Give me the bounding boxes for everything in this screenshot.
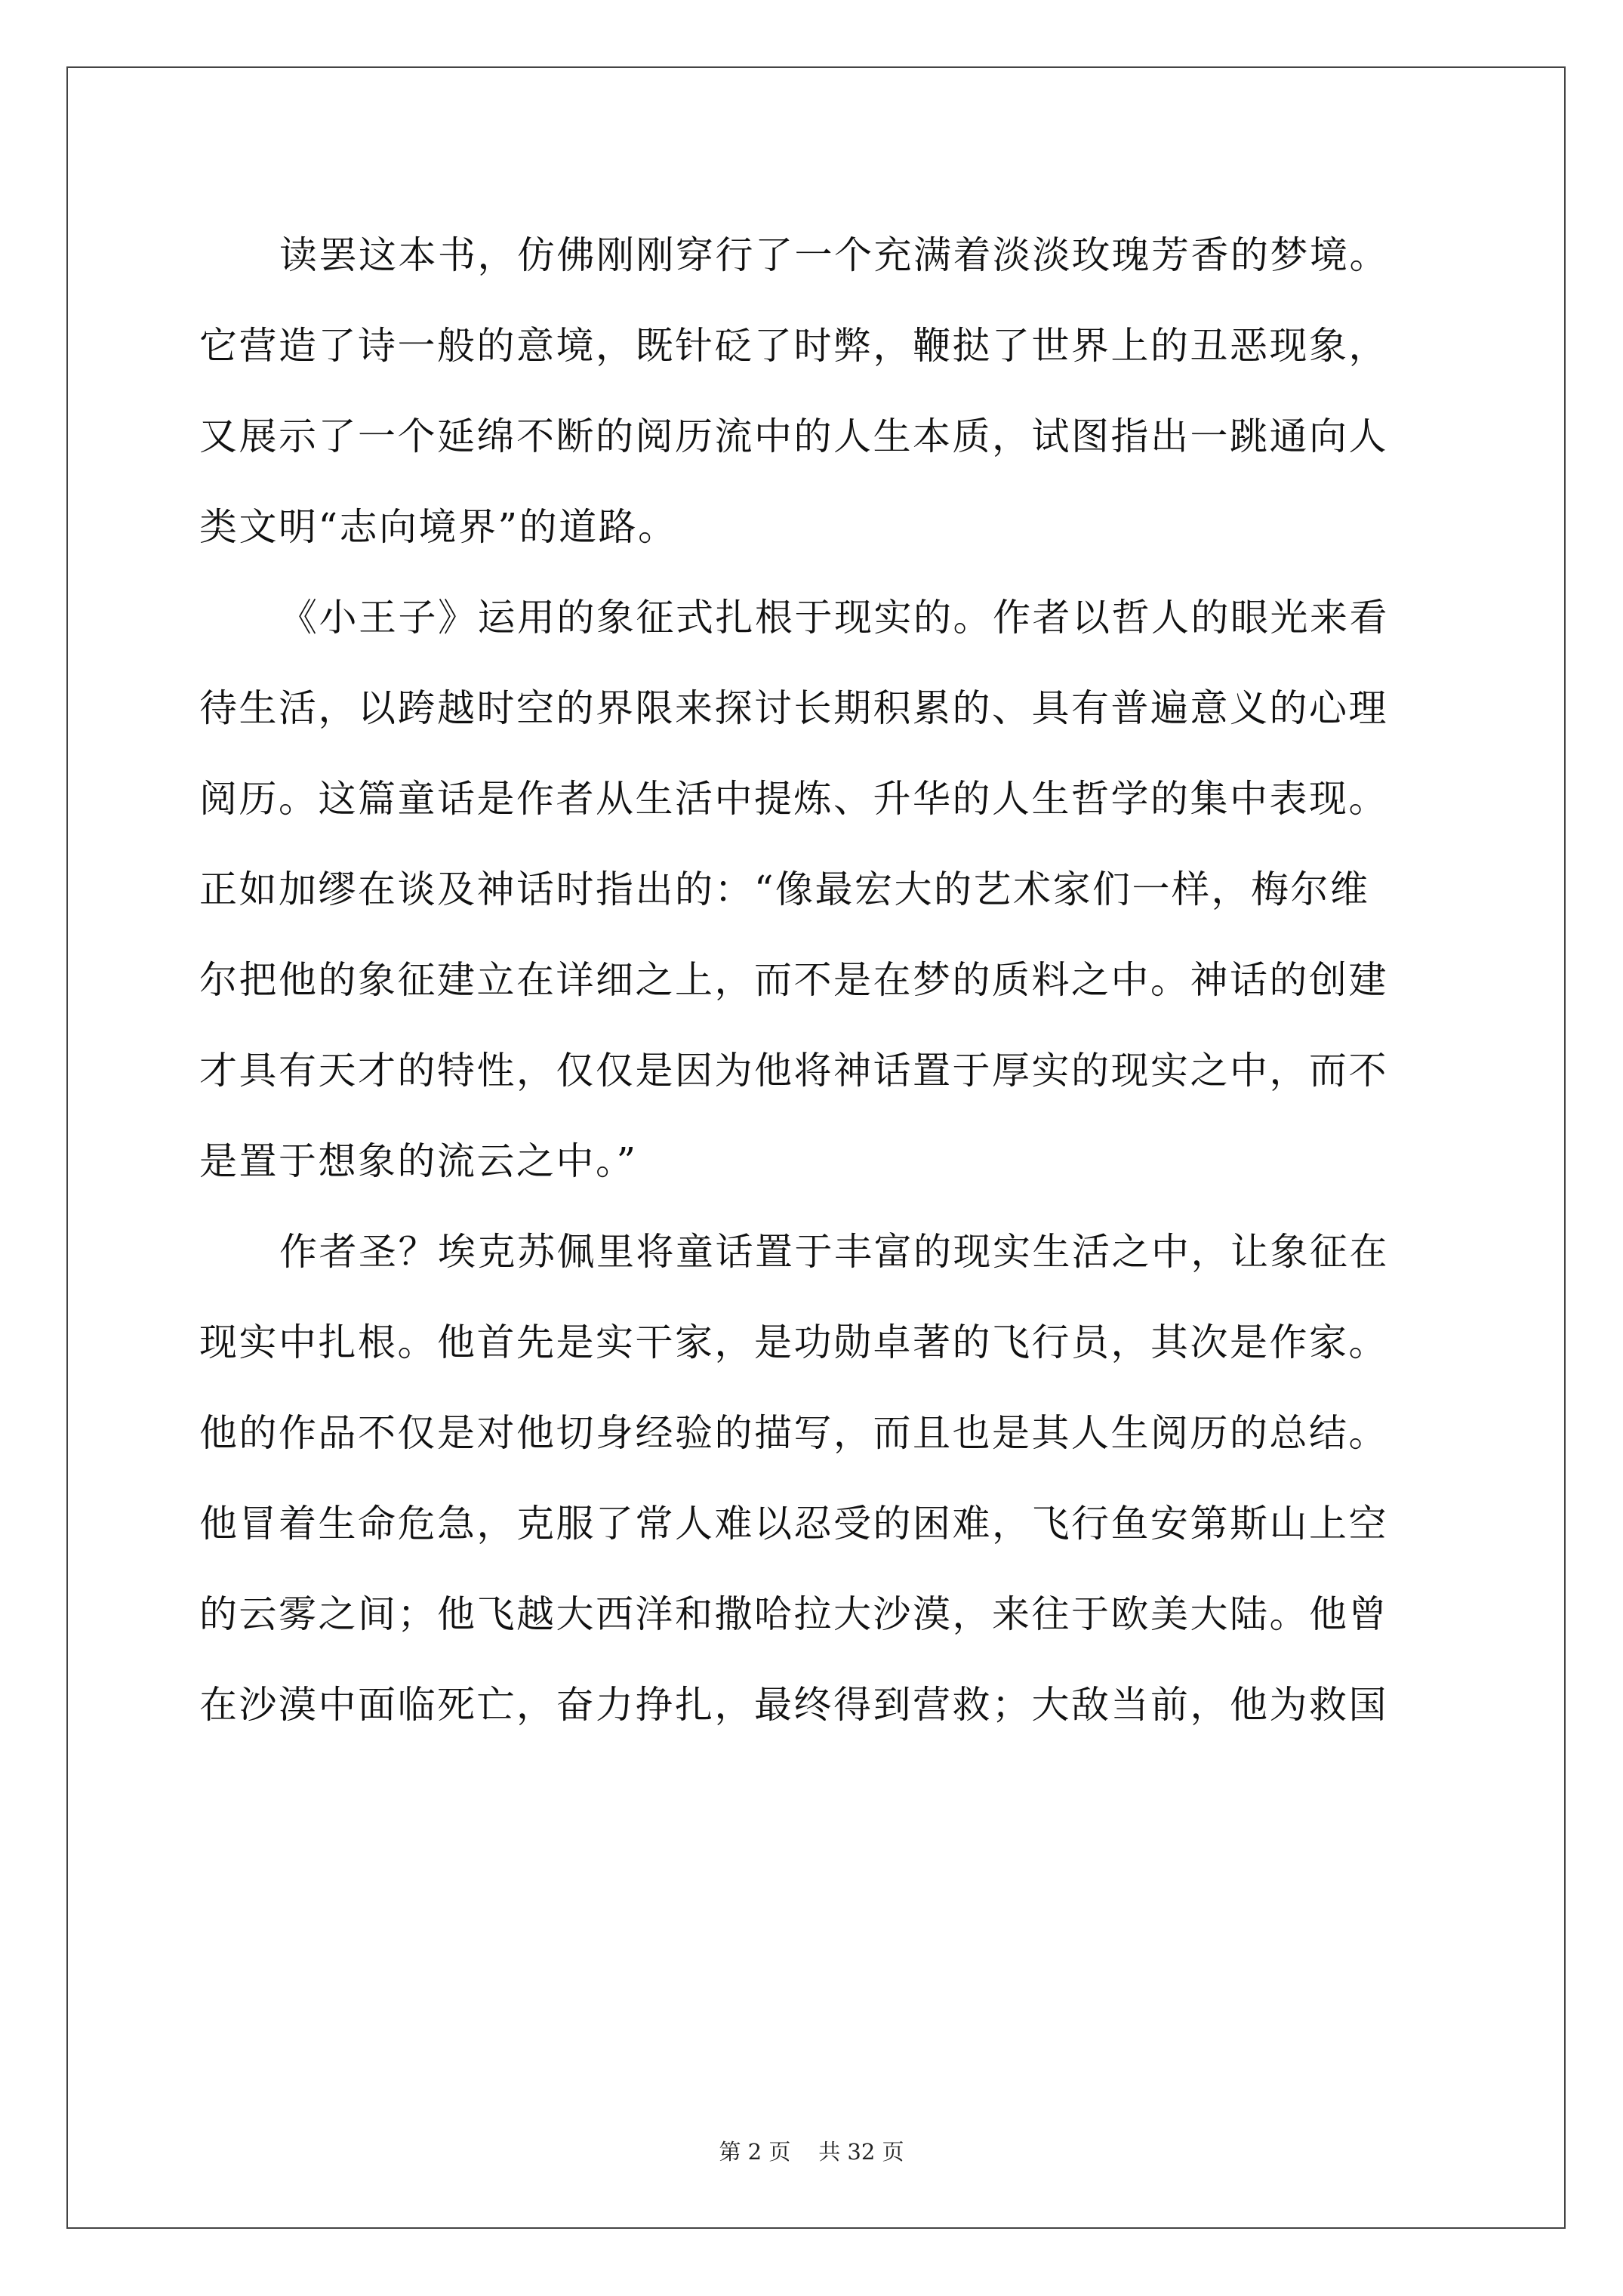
text-line: 尔把他的象征建立在详细之上，而不是在梦的质料之中。神话的创建 xyxy=(199,958,1388,1002)
text-line: 阅历。这篇童话是作者从生活中提炼、升华的人生哲学的集中表现。 xyxy=(199,777,1388,821)
text-line: 《小王子》运用的象征式扎根于现实的。作者以哲人的眼光来看 xyxy=(279,596,1389,639)
page-total: 共 32 页 xyxy=(818,2139,904,2165)
text-line: 的云雾之间；他飞越大西洋和撒哈拉大沙漠，来往于欧美大陆。他曾 xyxy=(199,1592,1388,1636)
text-line: 才具有天才的特性，仅仅是因为他将神话置于厚实的现实之中，而不 xyxy=(199,1049,1388,1093)
text-line: 待生活，以跨越时空的界限来探讨长期积累的、具有普遍意义的心理 xyxy=(199,686,1388,730)
text-line: 现实中扎根。他首先是实干家，是功勋卓著的飞行员，其次是作家。 xyxy=(199,1321,1388,1364)
text-line: 它营造了诗一般的意境，既针砭了时弊，鞭挞了世界上的丑恶现象， xyxy=(199,324,1388,368)
page-footer xyxy=(0,2137,1623,2167)
document-body xyxy=(199,210,1424,1750)
text-line: 是置于想象的流云之中。” xyxy=(199,1139,638,1183)
text-line: 正如加缪在谈及神话时指出的：“像最宏大的艺术家们一样，梅尔维 xyxy=(199,868,1370,911)
text-line: 类文明“志向境界”的道路。 xyxy=(199,505,678,549)
text-line: 又展示了一个延绵不断的阅历流中的人生本质，试图指出一跳通向人 xyxy=(199,415,1388,458)
text-line: 在沙漠中面临死亡，奋力挣扎，最终得到营救；大敌当前，他为救国 xyxy=(199,1683,1388,1727)
page-number: 第 2 页 xyxy=(719,2139,791,2165)
text-line: 读罢这本书，仿佛刚刚穿行了一个充满着淡淡玫瑰芳香的梦境。 xyxy=(279,233,1389,277)
text-line: 作者圣？埃克苏佩里将童话置于丰富的现实生活之中，让象征在 xyxy=(279,1230,1389,1274)
text-line: 他冒着生命危急，克服了常人难以忍受的困难，飞行鱼安第斯山上空 xyxy=(199,1502,1388,1546)
text-line: 他的作品不仅是对他切身经验的描写，而且也是其人生阅历的总结。 xyxy=(199,1411,1388,1455)
